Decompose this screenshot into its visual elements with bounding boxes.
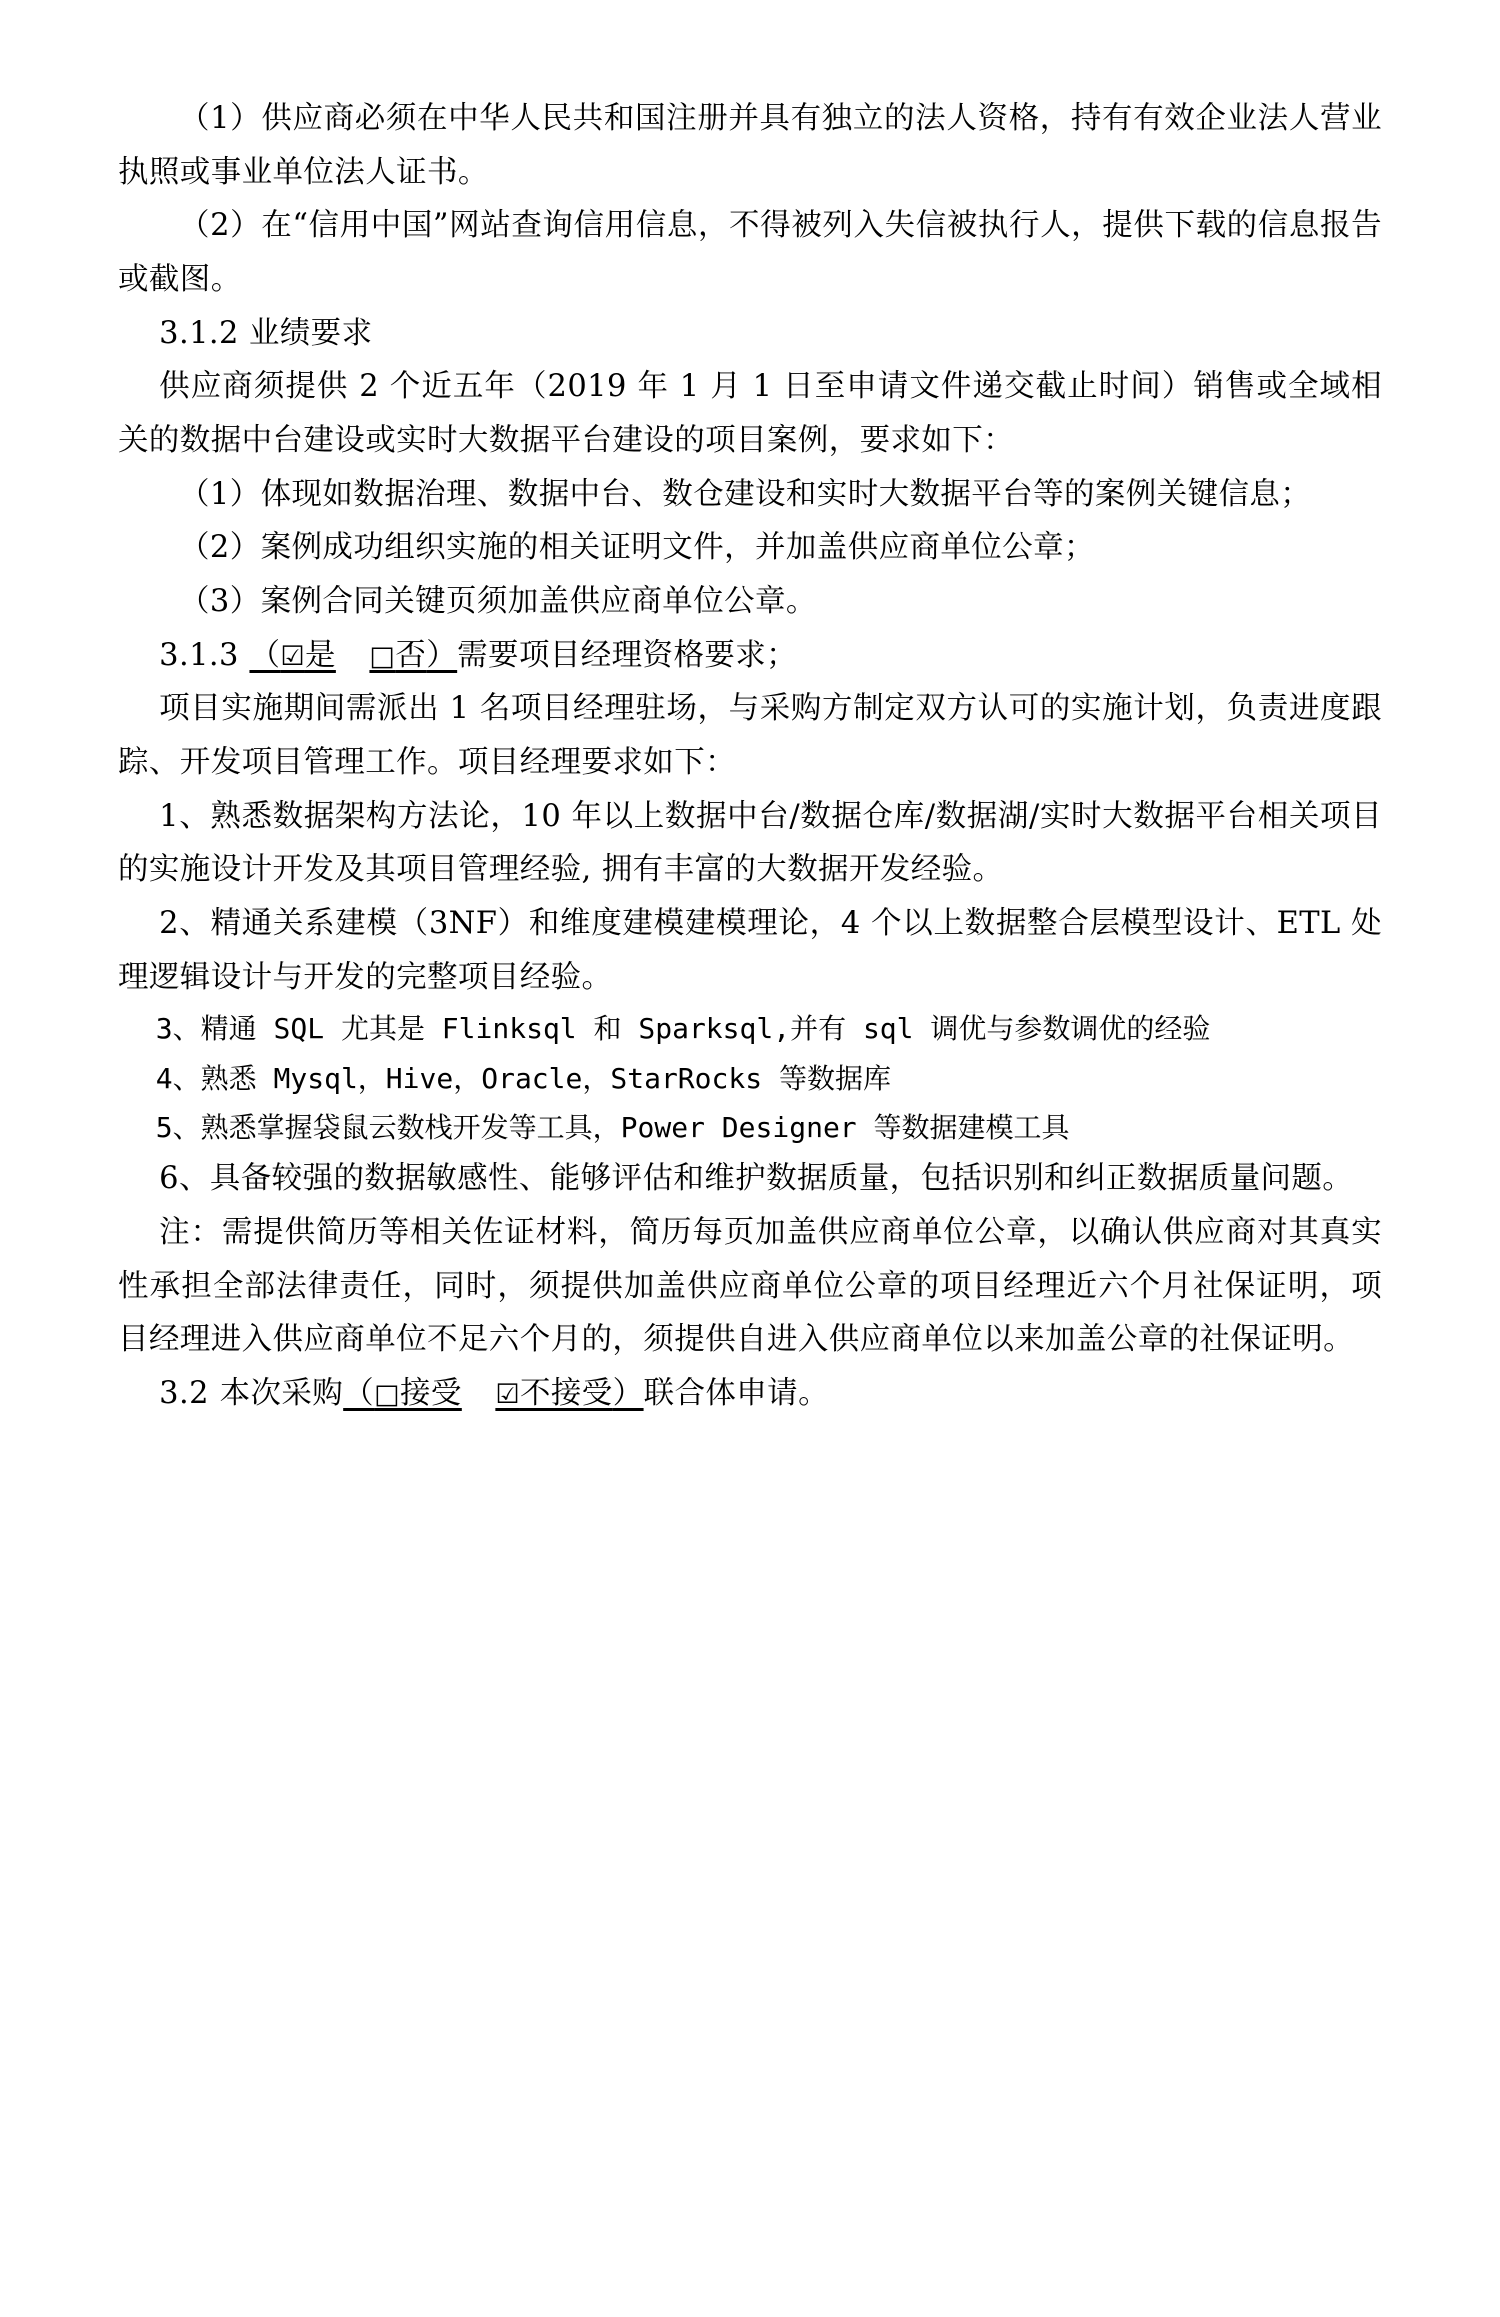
checkbox-unchecked-icon[interactable]: □ — [369, 640, 396, 672]
paragraph-case-3: （3）案例合同关键页须加盖供应商单位公章。 — [179, 584, 817, 620]
clause-3-1-3-number: 3.1.3 — [159, 637, 239, 673]
checkbox-checked-icon[interactable]: ☑ — [280, 640, 305, 672]
clause-3-1-3-choice-group — [249, 638, 457, 673]
checkbox-not-accept-label: 不接受 — [519, 1375, 613, 1411]
clause-3-2-title: 本次采购 — [219, 1375, 344, 1411]
clause-3-2-number: 3.2 — [159, 1375, 209, 1411]
paragraph-pm-req-4: 4、熟悉 Mysql，Hive，Oracle，StarRocks 等数据库 — [155, 1061, 891, 1095]
paragraph-requirement-2: （2）在“信用中国”网站查询信用信息，不得被列入失信被执行人，提供下载的信息报告或截图。 — [118, 208, 1382, 298]
clause-3-1-3-suffix: 需要项目经理资格要求； — [457, 637, 798, 673]
clause-3-1-3 — [118, 629, 1382, 683]
open-paren: （ — [343, 1375, 375, 1411]
paragraph-case-1: （1）体现如数据治理、数据中台、数仓建设和实时大数据平台等的案例关键信息； — [179, 476, 1312, 512]
paragraph-pm-req-3: 3、精通 SQL 尤其是 Flinksql 和 Sparksql,并有 sql 调优与参数调优的经验 — [155, 1012, 1211, 1046]
checkbox-yes-label: 是 — [304, 637, 336, 673]
paragraph-pm-req-2: 2、精通关系建模（3NF）和维度建模建模理论，4 个以上数据整合层模型设计、ETL 处理逻辑设计与开发的完整项目经验。 — [118, 906, 1382, 995]
document-body — [118, 92, 1382, 1421]
paragraph-performance-intro: 供应商须提供 2 个近五年（2019 年 1 月 1 日至申请文件递交截止时间）销售或全域相关的数据中台建设或实时大数据平台建设的项目案例，要求如下： — [118, 369, 1382, 459]
checkbox-unchecked-icon[interactable]: □ — [374, 1378, 400, 1410]
close-paren: ） — [612, 1375, 644, 1411]
paragraph-pm-req-1: 1、熟悉数据架构方法论，10 年以上数据中台/数据仓库/数据湖/实时大数据平台相关项目的实施设计开发及其项目管理经验, 拥有丰富的大数据开发经验。 — [118, 798, 1382, 888]
paragraph-requirement-1: （1）供应商必须在中华人民共和国注册并具有独立的法人资格，持有有效企业法人营业执照或事业单位法人证书。 — [118, 101, 1382, 190]
paragraph-pm-onsite: 项目实施期间需派出 1 名项目经理驻场，与采购方制定双方认可的实施计划，负责进度跟踪、开发项目管理工作。项目经理要求如下： — [118, 691, 1382, 781]
paragraph-pm-req-6: 6、具备较强的数据敏感性、能够评估和维护数据质量，包括识别和纠正数据质量问题。 — [159, 1161, 1354, 1197]
paragraph-note: 注：需提供简历等相关佐证材料，简历每页加盖供应商单位公章，以确认供应商对其真实性承担全部法律责任，同时，须提供加盖供应商单位公章的项目经理近六个月社保证明，项目经理进入供应商单位不足六个月的，须提供自进入供应商单位以来加盖公章的社保证明。 — [118, 1214, 1382, 1358]
clause-3-2-choice-group — [343, 1376, 643, 1411]
clause-3-2-suffix: 联合体申请。 — [643, 1375, 829, 1411]
checkbox-no-label: 否 — [395, 637, 427, 673]
heading-3-1-2: 3.1.2 业绩要求 — [159, 315, 373, 351]
close-paren: ） — [426, 637, 458, 673]
checkbox-accept-label: 接受 — [400, 1375, 462, 1411]
paragraph-pm-req-5: 5、熟悉掌握袋鼠云数栈开发等工具，Power Designer 等数据建模工具 — [155, 1110, 1070, 1144]
clause-3-2 — [118, 1367, 1382, 1421]
paragraph-case-2: （2）案例成功组织实施的相关证明文件，并加盖供应商单位公章； — [179, 530, 1095, 566]
open-paren: （ — [249, 637, 281, 673]
checkbox-checked-icon[interactable]: ☑ — [495, 1378, 520, 1410]
